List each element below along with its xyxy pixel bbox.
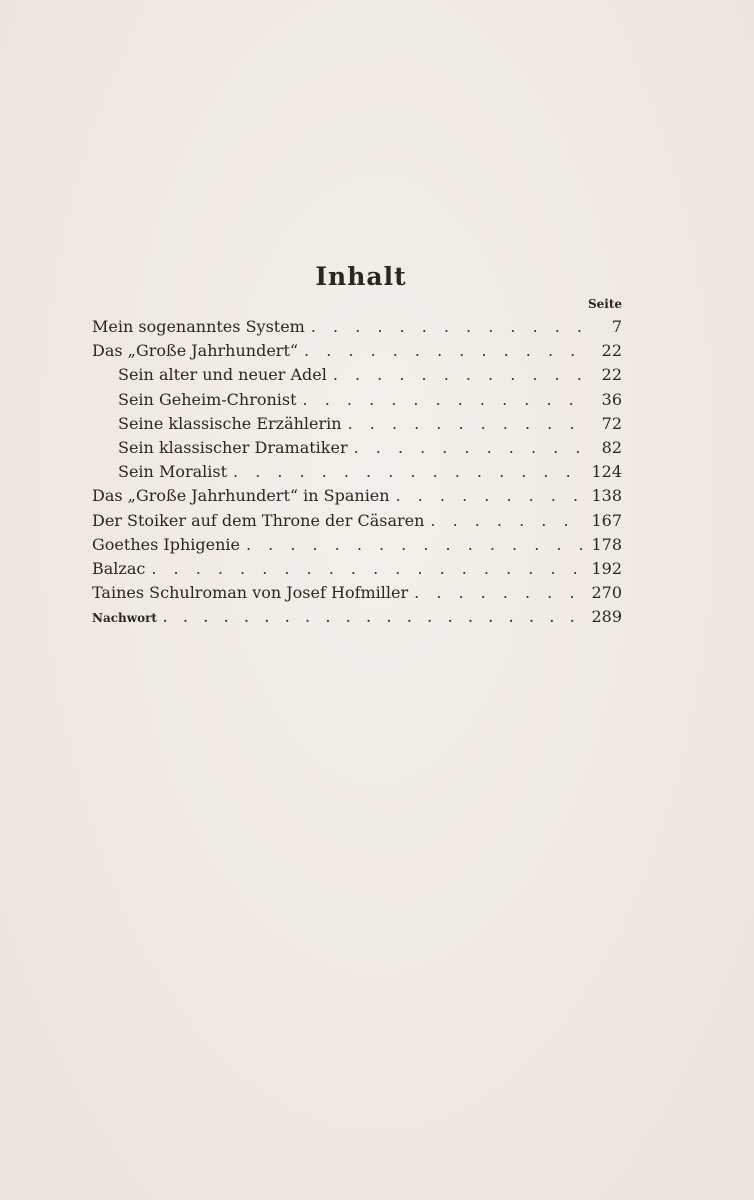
toc-entry-title: Der Stoiker auf dem Throne der Cäsaren [92,510,425,530]
toc-entry-title: Mein sogenanntes System [92,317,305,336]
dot-leader [304,339,582,363]
toc-entry [92,581,622,605]
dot-leader [233,460,582,484]
toc-entry-page: 72 [601,413,622,433]
toc-entry [92,509,622,533]
toc-entry-title: Taines Schulroman von Josef Hofmiller [92,583,409,603]
toc-entry [92,484,622,508]
toc-entry-page: 82 [601,437,622,457]
toc-entry [92,605,622,629]
toc-entry [92,557,622,581]
toc-entry-title: Sein Moralist [118,462,228,482]
toc-entry [92,436,622,460]
toc-entry-page: 22 [601,341,622,361]
dot-leader [303,388,582,412]
toc-entry-page: 22 [601,365,622,385]
dot-leader [246,533,582,557]
toc-entry [92,388,622,412]
dot-leader [430,509,582,533]
dot-leader [414,581,582,605]
toc-entry-page: 138 [591,486,622,506]
toc-entry-page: 192 [591,558,622,578]
toc-entry [92,533,622,557]
dot-leader [333,363,582,387]
toc-entry-page: 7 [611,317,622,336]
dot-leader [348,412,582,436]
toc-entry [92,339,622,363]
toc-entry-title: Das „Große Jahrhundert“ in Spanien [92,486,390,506]
toc-entry-page: 167 [591,510,622,530]
toc-entry-page: 36 [601,389,622,409]
table-of-contents [92,262,622,629]
dot-leader [396,484,582,508]
toc-entry-title: Goethes Iphigenie [92,534,240,554]
toc-entry-title: Nachwort [92,611,157,626]
toc-entry [92,460,622,484]
toc-entry-title: Balzac [92,558,146,578]
toc-entry-page: 124 [591,462,622,482]
toc-entry [92,315,622,339]
toc-entries [92,315,622,629]
toc-title: Inhalt [315,262,407,291]
toc-entry-title: Seine klassische Erzählerin [118,413,342,433]
toc-entry-title: Sein alter und neuer Adel [118,365,327,385]
toc-entry-page: 178 [591,534,622,554]
toc-entry [92,412,622,436]
dot-leader [311,315,582,339]
toc-entry-title: Das „Große Jahrhundert“ [92,341,299,361]
toc-entry-page: 270 [591,583,622,603]
toc-entry [92,363,622,387]
dot-leader [151,557,582,581]
toc-entry-title: Sein klassischer Dramatiker [118,437,348,457]
toc-entry-page: 289 [591,607,622,627]
dot-leader [354,436,582,460]
dot-leader [163,606,582,630]
page-column-header: Seite [587,297,622,311]
toc-entry-title: Sein Geheim-Chronist [118,389,297,409]
